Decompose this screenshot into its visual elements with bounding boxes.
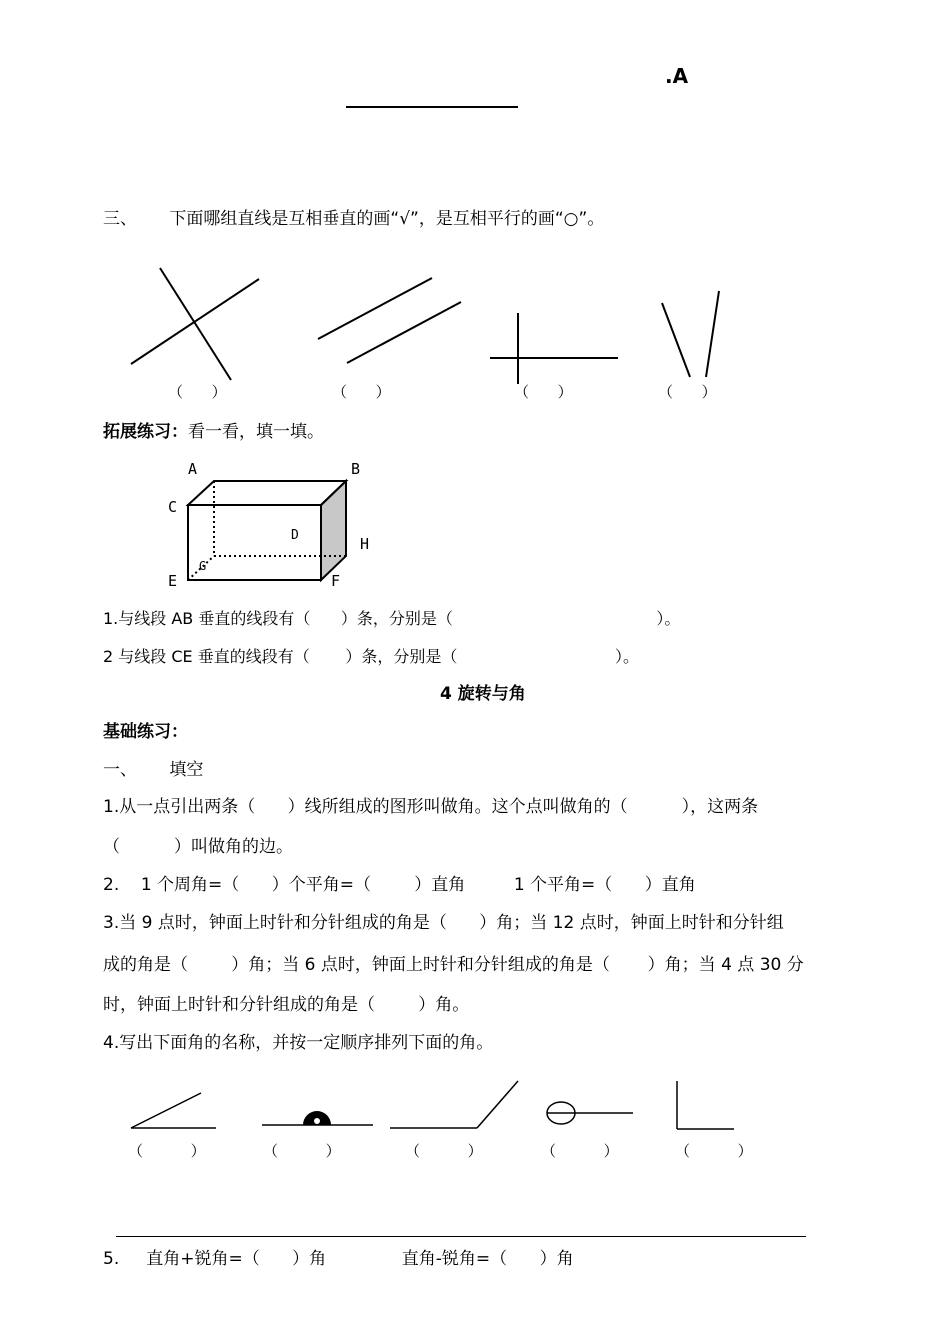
chapter-q2: 2. 1 个周角=（ ）个平角=（ ）直角 1 个平角=（ ）直角 [103, 875, 696, 895]
extension-q1: 1.与线段 AB 垂直的线段有（ ）条，分别是（ ）。 [103, 609, 681, 628]
header-title-fragment: .A [665, 64, 689, 88]
chapter-q3-line3: 时，钟面上时针和分针组成的角是（ ）角。 [103, 995, 470, 1015]
angle-blank-2[interactable]: （ ） [263, 1142, 341, 1160]
blank-pair3[interactable]: （ ） [514, 383, 573, 401]
straight-angle-vertex [314, 1118, 320, 1124]
angle-blank-5[interactable]: （ ） [675, 1142, 753, 1160]
chapter-q3-line1: 3.当 9 点时，钟面上时针和分针组成的角是（ ）角；当 12 点时，钟面上时针和分针组 [103, 913, 784, 933]
cuboid-label-f: F [331, 572, 341, 590]
extension-title: 拓展练习： [103, 422, 188, 442]
chapter-title: 4 旋转与角 [440, 684, 526, 704]
obtuse-angle-arm [477, 1081, 518, 1128]
angle-blank-3[interactable]: （ ） [405, 1142, 483, 1160]
chapter-q4: 4.写出下面角的名称，并按一定顺序排列下面的角。 [103, 1033, 494, 1053]
chapter-q1-line1: 1.从一点引出两条（ ）线所组成的图形叫做角。这个点叫做角的（ ），这两条 [103, 797, 759, 817]
angle-blank-1[interactable]: （ ） [128, 1142, 206, 1160]
angle-blank-4[interactable]: （ ） [541, 1142, 619, 1160]
blank-pair4[interactable]: （ ） [658, 383, 717, 401]
blank-pair2[interactable]: （ ） [332, 383, 391, 401]
part1-heading: 一、 填空 [103, 760, 204, 780]
chapter-q5: 5. 直角+锐角=（ ）角 直角-锐角=（ ）角 [103, 1249, 574, 1269]
answer-line[interactable] [116, 1236, 806, 1237]
section3-title: 三、 下面哪组直线是互相垂直的画“√”，是互相平行的画“○”。 [103, 209, 605, 229]
chapter-q3-line2: 成的角是（ ）角；当 6 点时，钟面上时针和分针组成的角是（ ）角；当 4 点 30 分 [103, 955, 804, 975]
extension-title-rest: 看一看，填一填。 [188, 422, 324, 442]
extension-q2: 2 与线段 CE 垂直的线段有（ ）条，分别是（ ）。 [103, 647, 639, 666]
chapter-q1-line2: （ ）叫做角的边。 [103, 837, 294, 857]
cuboid-label-e: E [168, 572, 178, 590]
cuboid-label-h: H [360, 535, 370, 553]
blank-pair1[interactable]: （ ） [168, 383, 227, 401]
cuboid-label-a: A [188, 460, 198, 478]
cuboid-label-b: B [351, 460, 361, 478]
cuboid-label-c: C [168, 498, 178, 516]
cuboid-label-d: D [291, 528, 299, 543]
acute-angle-arm [131, 1093, 201, 1128]
cuboid-label-g: G [199, 559, 207, 573]
basic-practice-heading: 基础练习： [103, 722, 188, 742]
